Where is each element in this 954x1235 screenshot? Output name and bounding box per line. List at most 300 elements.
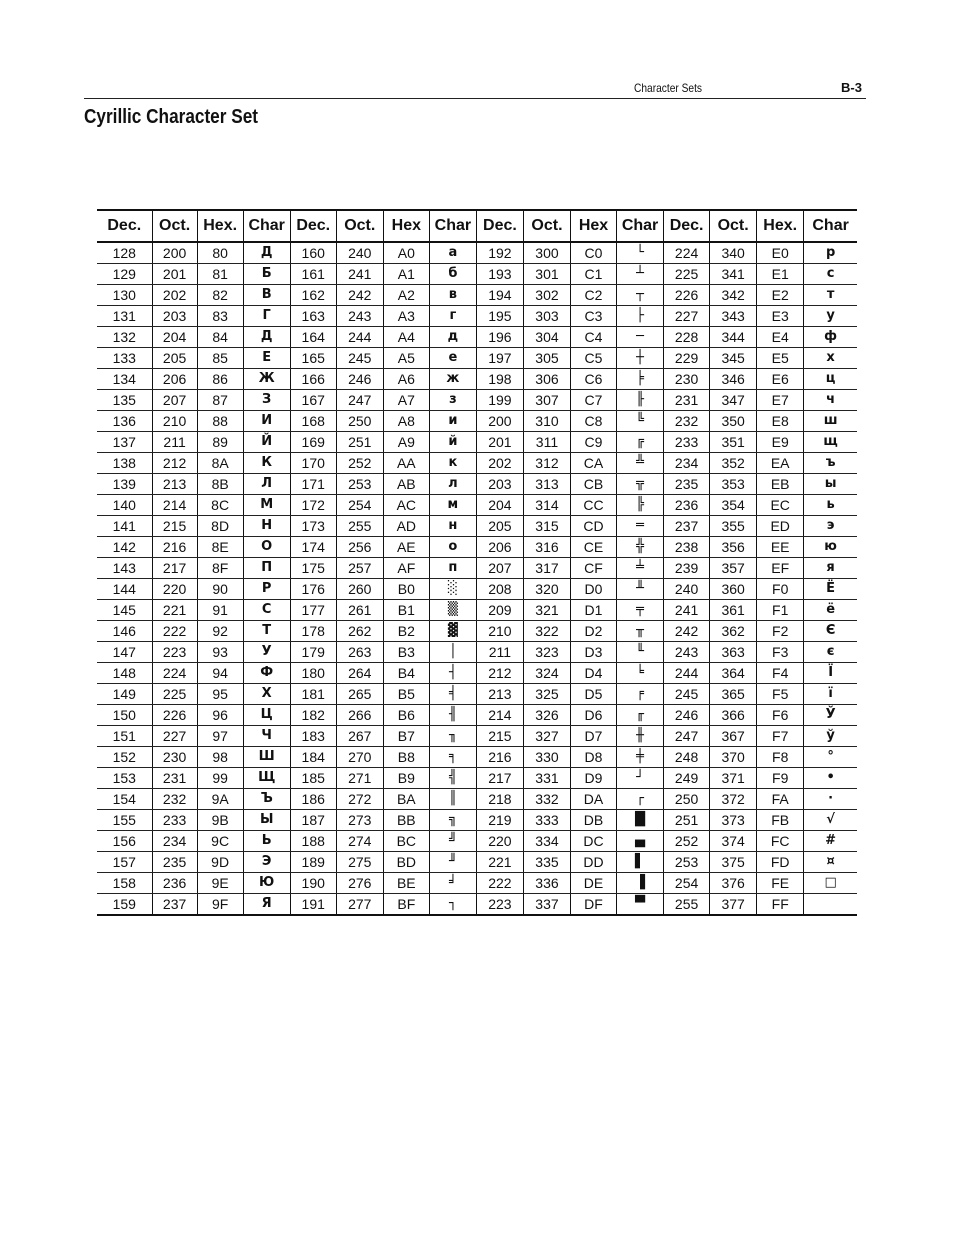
table-row xyxy=(97,642,857,663)
code-cell: 203 xyxy=(152,306,197,327)
code-cell: AD xyxy=(383,516,429,537)
running-title: Character Sets xyxy=(633,81,702,95)
char-cell: ░ xyxy=(429,579,476,600)
char-cell: ь xyxy=(804,495,857,516)
code-cell: 342 xyxy=(710,285,757,306)
code-cell: F3 xyxy=(757,642,804,663)
code-cell: 303 xyxy=(523,306,570,327)
code-cell: 84 xyxy=(197,327,243,348)
code-cell: CC xyxy=(570,495,616,516)
char-cell: К xyxy=(243,453,290,474)
code-cell: 208 xyxy=(476,579,523,600)
char-cell: ▀ xyxy=(617,894,664,916)
column-header: Dec. xyxy=(290,210,336,242)
table-row xyxy=(97,747,857,768)
table-row xyxy=(97,663,857,684)
code-cell: 217 xyxy=(152,558,197,579)
table-row xyxy=(97,264,857,285)
table-row xyxy=(97,873,857,894)
code-cell: 227 xyxy=(152,726,197,747)
code-cell: 355 xyxy=(710,516,757,537)
code-cell: E7 xyxy=(757,390,804,411)
code-cell: D5 xyxy=(570,684,616,705)
code-cell: 235 xyxy=(664,474,710,495)
code-cell: D9 xyxy=(570,768,616,789)
code-cell: 204 xyxy=(476,495,523,516)
code-cell: 8D xyxy=(197,516,243,537)
char-cell: Щ xyxy=(243,768,290,789)
code-cell: 215 xyxy=(476,726,523,747)
char-cell: Н xyxy=(243,516,290,537)
code-cell: 195 xyxy=(476,306,523,327)
code-cell: 264 xyxy=(336,663,383,684)
code-cell: 356 xyxy=(710,537,757,558)
code-cell: BC xyxy=(383,831,429,852)
char-cell: г xyxy=(429,306,476,327)
code-cell: 222 xyxy=(152,621,197,642)
char-cell: ъ xyxy=(804,453,857,474)
code-cell: 212 xyxy=(476,663,523,684)
char-cell: у xyxy=(804,306,857,327)
code-cell: 128 xyxy=(97,242,152,264)
char-cell: · xyxy=(804,789,857,810)
char-cell: ш xyxy=(804,411,857,432)
code-cell: FC xyxy=(757,831,804,852)
char-cell: Ї xyxy=(804,663,857,684)
code-cell: 372 xyxy=(710,789,757,810)
code-cell: 347 xyxy=(710,390,757,411)
code-cell: 129 xyxy=(97,264,152,285)
code-cell: 323 xyxy=(523,642,570,663)
char-cell: █ xyxy=(617,810,664,831)
char-cell: У xyxy=(243,642,290,663)
code-cell: 225 xyxy=(664,264,710,285)
char-cell: ▓ xyxy=(429,621,476,642)
code-cell: 315 xyxy=(523,516,570,537)
char-cell: ╖ xyxy=(429,726,476,747)
char-cell: ▐ xyxy=(617,873,664,894)
code-cell: 320 xyxy=(523,579,570,600)
code-cell: FA xyxy=(757,789,804,810)
code-cell: B7 xyxy=(383,726,429,747)
char-cell: ╠ xyxy=(617,495,664,516)
table-row xyxy=(97,810,857,831)
code-cell: E4 xyxy=(757,327,804,348)
code-cell: 8B xyxy=(197,474,243,495)
char-cell: Д xyxy=(243,327,290,348)
code-cell: 310 xyxy=(523,411,570,432)
code-cell: 181 xyxy=(290,684,336,705)
column-header: Hex xyxy=(383,210,429,242)
char-cell: Е xyxy=(243,348,290,369)
code-cell: 270 xyxy=(336,747,383,768)
char-cell: Э xyxy=(243,852,290,873)
char-cell: √ xyxy=(804,810,857,831)
code-cell: 304 xyxy=(523,327,570,348)
code-cell: 8F xyxy=(197,558,243,579)
code-cell: 224 xyxy=(152,663,197,684)
char-cell: ▄ xyxy=(617,831,664,852)
code-cell: 200 xyxy=(152,242,197,264)
code-cell: 223 xyxy=(152,642,197,663)
code-cell: B8 xyxy=(383,747,429,768)
code-cell: 216 xyxy=(476,747,523,768)
code-cell: 191 xyxy=(290,894,336,916)
char-cell: И xyxy=(243,411,290,432)
code-cell: 221 xyxy=(152,600,197,621)
code-cell: 305 xyxy=(523,348,570,369)
code-cell: 91 xyxy=(197,600,243,621)
code-cell: 237 xyxy=(152,894,197,916)
code-cell: 357 xyxy=(710,558,757,579)
char-cell: # xyxy=(804,831,857,852)
code-cell: 366 xyxy=(710,705,757,726)
char-cell: ё xyxy=(804,600,857,621)
code-cell: 201 xyxy=(152,264,197,285)
code-cell: 149 xyxy=(97,684,152,705)
code-cell: 213 xyxy=(476,684,523,705)
char-cell: С xyxy=(243,600,290,621)
code-cell: 350 xyxy=(710,411,757,432)
code-cell: E8 xyxy=(757,411,804,432)
code-cell: 164 xyxy=(290,327,336,348)
char-cell: х xyxy=(804,348,857,369)
code-cell: 206 xyxy=(476,537,523,558)
char-cell: с xyxy=(804,264,857,285)
char-cell: ╪ xyxy=(617,747,664,768)
char-cell: ╧ xyxy=(617,558,664,579)
code-cell: ED xyxy=(757,516,804,537)
char-cell: ў xyxy=(804,726,857,747)
code-cell: 179 xyxy=(290,642,336,663)
code-cell: 365 xyxy=(710,684,757,705)
page-number: B-3 xyxy=(841,80,862,95)
char-cell: Т xyxy=(243,621,290,642)
char-cell: М xyxy=(243,495,290,516)
char-cell: ╚ xyxy=(617,411,664,432)
code-cell: 176 xyxy=(290,579,336,600)
char-cell: Г xyxy=(243,306,290,327)
code-cell: 330 xyxy=(523,747,570,768)
char-cell: й xyxy=(429,432,476,453)
code-cell: 193 xyxy=(476,264,523,285)
column-header: Char xyxy=(804,210,857,242)
code-cell: 343 xyxy=(710,306,757,327)
code-cell: 263 xyxy=(336,642,383,663)
code-cell: 185 xyxy=(290,768,336,789)
code-cell: 143 xyxy=(97,558,152,579)
code-cell: 220 xyxy=(152,579,197,600)
table-row xyxy=(97,852,857,873)
code-cell: CD xyxy=(570,516,616,537)
column-header: Oct. xyxy=(152,210,197,242)
code-cell: 364 xyxy=(710,663,757,684)
char-cell: ╬ xyxy=(617,537,664,558)
code-cell: 194 xyxy=(476,285,523,306)
code-cell: 189 xyxy=(290,852,336,873)
code-cell: 188 xyxy=(290,831,336,852)
code-cell: 254 xyxy=(664,873,710,894)
code-cell: 142 xyxy=(97,537,152,558)
code-cell: 132 xyxy=(97,327,152,348)
code-cell: C6 xyxy=(570,369,616,390)
code-cell: 233 xyxy=(664,432,710,453)
code-cell: B2 xyxy=(383,621,429,642)
char-cell: Є xyxy=(804,621,857,642)
code-cell: 200 xyxy=(476,411,523,432)
code-cell: 214 xyxy=(152,495,197,516)
code-cell: 273 xyxy=(336,810,383,831)
char-cell: ═ xyxy=(617,516,664,537)
code-cell: 247 xyxy=(664,726,710,747)
code-cell: 131 xyxy=(97,306,152,327)
code-cell: F9 xyxy=(757,768,804,789)
code-cell: A9 xyxy=(383,432,429,453)
char-cell: ╔ xyxy=(617,432,664,453)
char-cell: р xyxy=(804,242,857,264)
char-cell: ╟ xyxy=(617,390,664,411)
code-cell: 239 xyxy=(664,558,710,579)
code-cell: D1 xyxy=(570,600,616,621)
char-cell: ┤ xyxy=(429,663,476,684)
code-cell: DF xyxy=(570,894,616,916)
code-cell: 151 xyxy=(97,726,152,747)
code-cell: 223 xyxy=(476,894,523,916)
code-cell: 205 xyxy=(476,516,523,537)
column-header: Char xyxy=(243,210,290,242)
code-cell: 317 xyxy=(523,558,570,579)
table-header-row xyxy=(97,210,857,242)
code-cell: 354 xyxy=(710,495,757,516)
code-cell: 314 xyxy=(523,495,570,516)
char-cell: ┐ xyxy=(429,894,476,916)
char-cell: э xyxy=(804,516,857,537)
code-cell: 8C xyxy=(197,495,243,516)
code-cell: 155 xyxy=(97,810,152,831)
char-cell: Ў xyxy=(804,705,857,726)
code-cell: 226 xyxy=(152,705,197,726)
code-cell: 220 xyxy=(476,831,523,852)
code-cell: F7 xyxy=(757,726,804,747)
code-cell: 196 xyxy=(476,327,523,348)
code-cell: 336 xyxy=(523,873,570,894)
char-cell: ╘ xyxy=(617,663,664,684)
code-cell: 150 xyxy=(97,705,152,726)
code-cell: 140 xyxy=(97,495,152,516)
code-cell: 245 xyxy=(664,684,710,705)
code-cell: D0 xyxy=(570,579,616,600)
column-header: Oct. xyxy=(336,210,383,242)
code-cell: BD xyxy=(383,852,429,873)
code-cell: AC xyxy=(383,495,429,516)
code-cell: 326 xyxy=(523,705,570,726)
char-cell: ц xyxy=(804,369,857,390)
code-cell: 300 xyxy=(523,242,570,264)
code-cell: 255 xyxy=(664,894,710,916)
code-cell: 211 xyxy=(476,642,523,663)
code-cell: 374 xyxy=(710,831,757,852)
table-row xyxy=(97,558,857,579)
char-cell: □ xyxy=(804,873,857,894)
code-cell: 147 xyxy=(97,642,152,663)
code-cell: 341 xyxy=(710,264,757,285)
column-header: Hex. xyxy=(197,210,243,242)
code-cell: 262 xyxy=(336,621,383,642)
char-cell: а xyxy=(429,242,476,264)
code-cell: FF xyxy=(757,894,804,916)
table-row xyxy=(97,621,857,642)
code-cell: 90 xyxy=(197,579,243,600)
char-cell: ┬ xyxy=(617,285,664,306)
code-cell: 250 xyxy=(336,411,383,432)
code-cell: 322 xyxy=(523,621,570,642)
code-cell: 202 xyxy=(476,453,523,474)
code-cell: 250 xyxy=(664,789,710,810)
char-cell: ¤ xyxy=(804,852,857,873)
code-cell: 234 xyxy=(664,453,710,474)
code-cell: 136 xyxy=(97,411,152,432)
table-row xyxy=(97,579,857,600)
char-cell: ├ xyxy=(617,306,664,327)
code-cell: A7 xyxy=(383,390,429,411)
char-cell: ╤ xyxy=(617,600,664,621)
char-cell: Й xyxy=(243,432,290,453)
code-cell: 252 xyxy=(664,831,710,852)
code-cell: 212 xyxy=(152,453,197,474)
code-cell: F0 xyxy=(757,579,804,600)
code-cell: 260 xyxy=(336,579,383,600)
code-cell: 157 xyxy=(97,852,152,873)
char-cell: з xyxy=(429,390,476,411)
code-cell: 144 xyxy=(97,579,152,600)
code-cell: 87 xyxy=(197,390,243,411)
code-cell: 255 xyxy=(336,516,383,537)
code-cell: 367 xyxy=(710,726,757,747)
char-cell: ╒ xyxy=(617,684,664,705)
code-cell: 141 xyxy=(97,516,152,537)
code-cell: 245 xyxy=(336,348,383,369)
code-cell: 231 xyxy=(152,768,197,789)
code-cell: 373 xyxy=(710,810,757,831)
code-cell: 227 xyxy=(664,306,710,327)
code-cell: 86 xyxy=(197,369,243,390)
code-cell: 207 xyxy=(476,558,523,579)
code-cell: 333 xyxy=(523,810,570,831)
code-cell: 321 xyxy=(523,600,570,621)
char-cell: ы xyxy=(804,474,857,495)
code-cell: 337 xyxy=(523,894,570,916)
char-cell: ┘ xyxy=(617,768,664,789)
code-cell: 219 xyxy=(476,810,523,831)
code-cell: 81 xyxy=(197,264,243,285)
code-cell: 174 xyxy=(290,537,336,558)
column-header: Oct. xyxy=(710,210,757,242)
code-cell: 190 xyxy=(290,873,336,894)
code-cell: DB xyxy=(570,810,616,831)
code-cell: A5 xyxy=(383,348,429,369)
code-cell: BE xyxy=(383,873,429,894)
code-cell: 232 xyxy=(664,411,710,432)
char-cell: ─ xyxy=(617,327,664,348)
char-cell: ╙ xyxy=(617,642,664,663)
code-cell: 236 xyxy=(664,495,710,516)
code-cell: 99 xyxy=(197,768,243,789)
column-header: Oct. xyxy=(523,210,570,242)
code-cell: 202 xyxy=(152,285,197,306)
code-cell: 203 xyxy=(476,474,523,495)
column-header: Hex xyxy=(570,210,616,242)
code-cell: BF xyxy=(383,894,429,916)
code-cell: 335 xyxy=(523,852,570,873)
char-cell: ° xyxy=(804,747,857,768)
code-cell: 240 xyxy=(664,579,710,600)
code-cell: 197 xyxy=(476,348,523,369)
code-cell: 225 xyxy=(152,684,197,705)
code-cell: F6 xyxy=(757,705,804,726)
code-cell: 371 xyxy=(710,768,757,789)
code-cell: 94 xyxy=(197,663,243,684)
code-cell: E2 xyxy=(757,285,804,306)
char-cell: ╝ xyxy=(429,831,476,852)
code-cell: 137 xyxy=(97,432,152,453)
char-cell: п xyxy=(429,558,476,579)
char-cell: В xyxy=(243,285,290,306)
code-cell: 205 xyxy=(152,348,197,369)
code-cell: EB xyxy=(757,474,804,495)
code-cell: 257 xyxy=(336,558,383,579)
code-cell: 377 xyxy=(710,894,757,916)
code-cell: E0 xyxy=(757,242,804,264)
code-cell: 236 xyxy=(152,873,197,894)
code-cell: 192 xyxy=(476,242,523,264)
code-cell: F8 xyxy=(757,747,804,768)
code-cell: 340 xyxy=(710,242,757,264)
code-cell: 160 xyxy=(290,242,336,264)
code-cell: 246 xyxy=(336,369,383,390)
code-cell: 216 xyxy=(152,537,197,558)
code-cell: A1 xyxy=(383,264,429,285)
code-cell: 89 xyxy=(197,432,243,453)
code-cell: CB xyxy=(570,474,616,495)
code-cell: AE xyxy=(383,537,429,558)
code-cell: E1 xyxy=(757,264,804,285)
page-header xyxy=(84,78,866,99)
code-cell: 170 xyxy=(290,453,336,474)
code-cell: C5 xyxy=(570,348,616,369)
code-cell: 186 xyxy=(290,789,336,810)
code-cell: 266 xyxy=(336,705,383,726)
code-cell: 210 xyxy=(152,411,197,432)
code-cell: 184 xyxy=(290,747,336,768)
code-cell: 177 xyxy=(290,600,336,621)
table-row xyxy=(97,726,857,747)
code-cell: 9D xyxy=(197,852,243,873)
code-cell: D3 xyxy=(570,642,616,663)
table-row xyxy=(97,453,857,474)
code-cell: C4 xyxy=(570,327,616,348)
char-cell: Л xyxy=(243,474,290,495)
code-cell: 230 xyxy=(664,369,710,390)
code-cell: 231 xyxy=(664,390,710,411)
code-cell: EE xyxy=(757,537,804,558)
code-cell: 313 xyxy=(523,474,570,495)
char-cell: ▒ xyxy=(429,600,476,621)
code-cell: 244 xyxy=(664,663,710,684)
code-cell: 218 xyxy=(476,789,523,810)
code-cell: FE xyxy=(757,873,804,894)
code-cell: 344 xyxy=(710,327,757,348)
char-cell: Ц xyxy=(243,705,290,726)
